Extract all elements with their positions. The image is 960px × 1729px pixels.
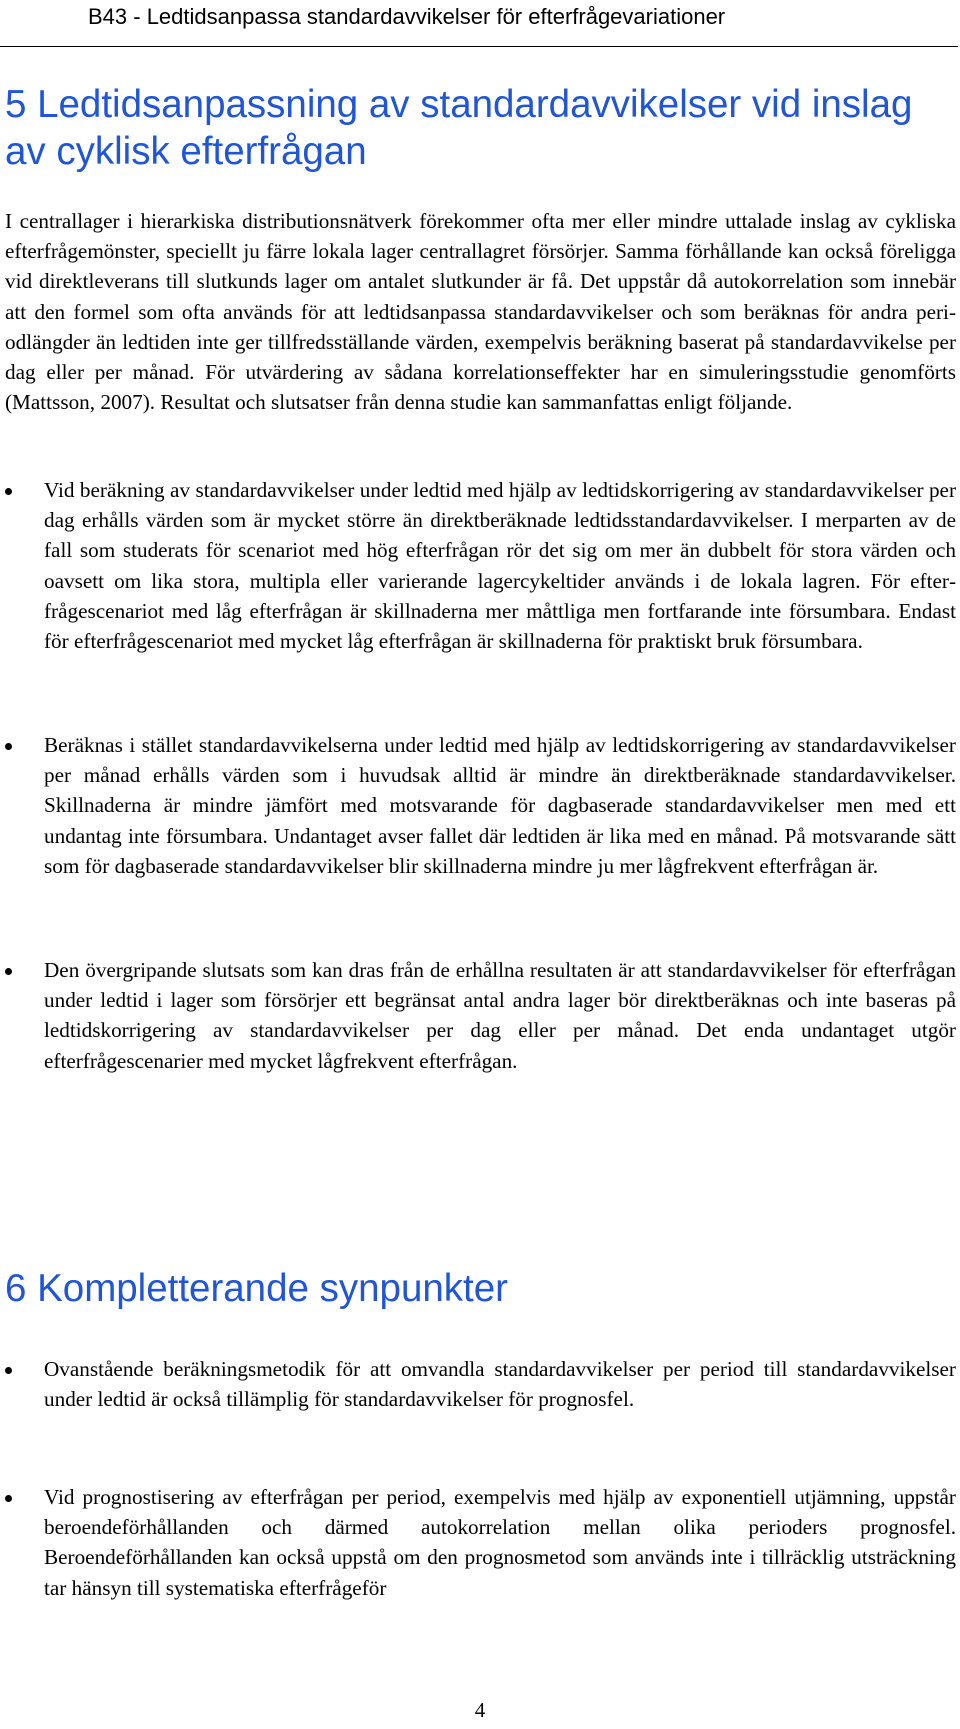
section-5-heading: 5 Ledtidsanpassning av standardavvikelser vid inslag av cyklisk efterfrågan [5, 83, 913, 173]
bullet-dot-icon [5, 743, 12, 750]
bullet-dot-icon [5, 1367, 12, 1374]
header-rule [0, 46, 958, 47]
running-header: B43 - Ledtidsanpassa standardavvikelser för efterfrågevariationer [88, 4, 726, 29]
bullet-text: Den övergripande slutsats som kan dras från de erhållna resultaten är att standardavvikelser för efterfrågan under ledtid i lager som försörjer ett begränsat antal andra lager bör direktberäknas och inte baseras på ledtidskorrigering av standardavvikelser per dag eller per månad. Det enda undantaget utgör efterfrågescenarier med mycket lågfrekvent efterfrågan. [44, 958, 956, 1073]
bullet-dot-icon [5, 968, 12, 975]
bullet-text: Beräknas i stället standardavvikelserna under ledtid med hjälp av ledtidskorrigering av standardavvikelser per månad erhålls värden som i huvudsak alltid är mindre än direktberäknade standardavvikelser. Skillnaderna är mindre jämfört med motsvarande för dagbaserade standardavvikelser men med ett undantag inte försumbara. Undantaget avser fallet där ledtiden är lika med en månad. På motsvarande sätt som för dagbaserade standardavvikelser blir skillnaderna mindre ju mer lågfrekvent efterfrågan är. [44, 733, 956, 878]
bullet-text: Vid prognostisering av efterfrågan per period, exempelvis med hjälp av exponentiell utjämning, uppstår beroendeförhållanden och därmed autokorrelation mellan olika perioders prognosfel. Beroendeförhållanden kan också uppstå om den prognosmetod som används inte i tillräcklig utsträckning tar hänsyn till systematiska efterfrågeför [44, 1485, 956, 1600]
page-number: 4 [474, 1698, 486, 1722]
section-5-intro-paragraph: I centrallager i hierarkiska distributionsnätverk förekommer ofta mer eller mindre uttalade inslag av cykliska efterfrågemönster, speciellt ju färre lokala lager centrallagret försörjer. Samma förhållande kan också föreligga vid direktleverans till slutkunds lager om antalet slutkunder är få. Det uppstår då autokorrelation som innebär att den formel som ofta används för att ledtidsanpassa standardavvikelser och som beräknas för andra periodlängder än ledtiden inte ger tillfredsställande värden, exempelvis beräkning baserat på standardavvikelse per dag eller per månad. För utvärdering av sådana korrelationseffekter har en simuleringsstudie genomförts (Mattsson, 2007). Resultat och slutsatser från denna studie kan sammanfattas enligt följande. [5, 209, 956, 415]
bullet-dot-icon [5, 1495, 12, 1502]
bullet-text: Vid beräkning av standardavvikelser under ledtid med hjälp av ledtidskorrigering av standardavvikelser per dag erhålls värden som är mycket större än direktberäknade ledtidsstandardavvikelser. I merparten av de fall som studerats för scenariot med hög efterfrågan rör det sig om mer än dubbelt för stora värden och oavsett om lika stora, multipla eller varierande lagercykeltider används i de lokala lagren. För efterfrågescenariot med låg efterfrågan är skillnaderna mer måttliga men fortfarande inte försumbara. Endast för efterfrågescenariot med mycket låg efterfrågan är skillnaderna för praktiskt bruk försumbara. [44, 478, 956, 654]
section-6-heading: 6 Kompletterande synpunkter [5, 1267, 508, 1310]
bullet-text: Ovanstående beräkningsmetodik för att omvandla standardavvikelser per period till standardavvikelser under ledtid är också tillämplig för standardavvikelser för prognosfel. [44, 1357, 956, 1412]
bullet-dot-icon [5, 488, 12, 495]
